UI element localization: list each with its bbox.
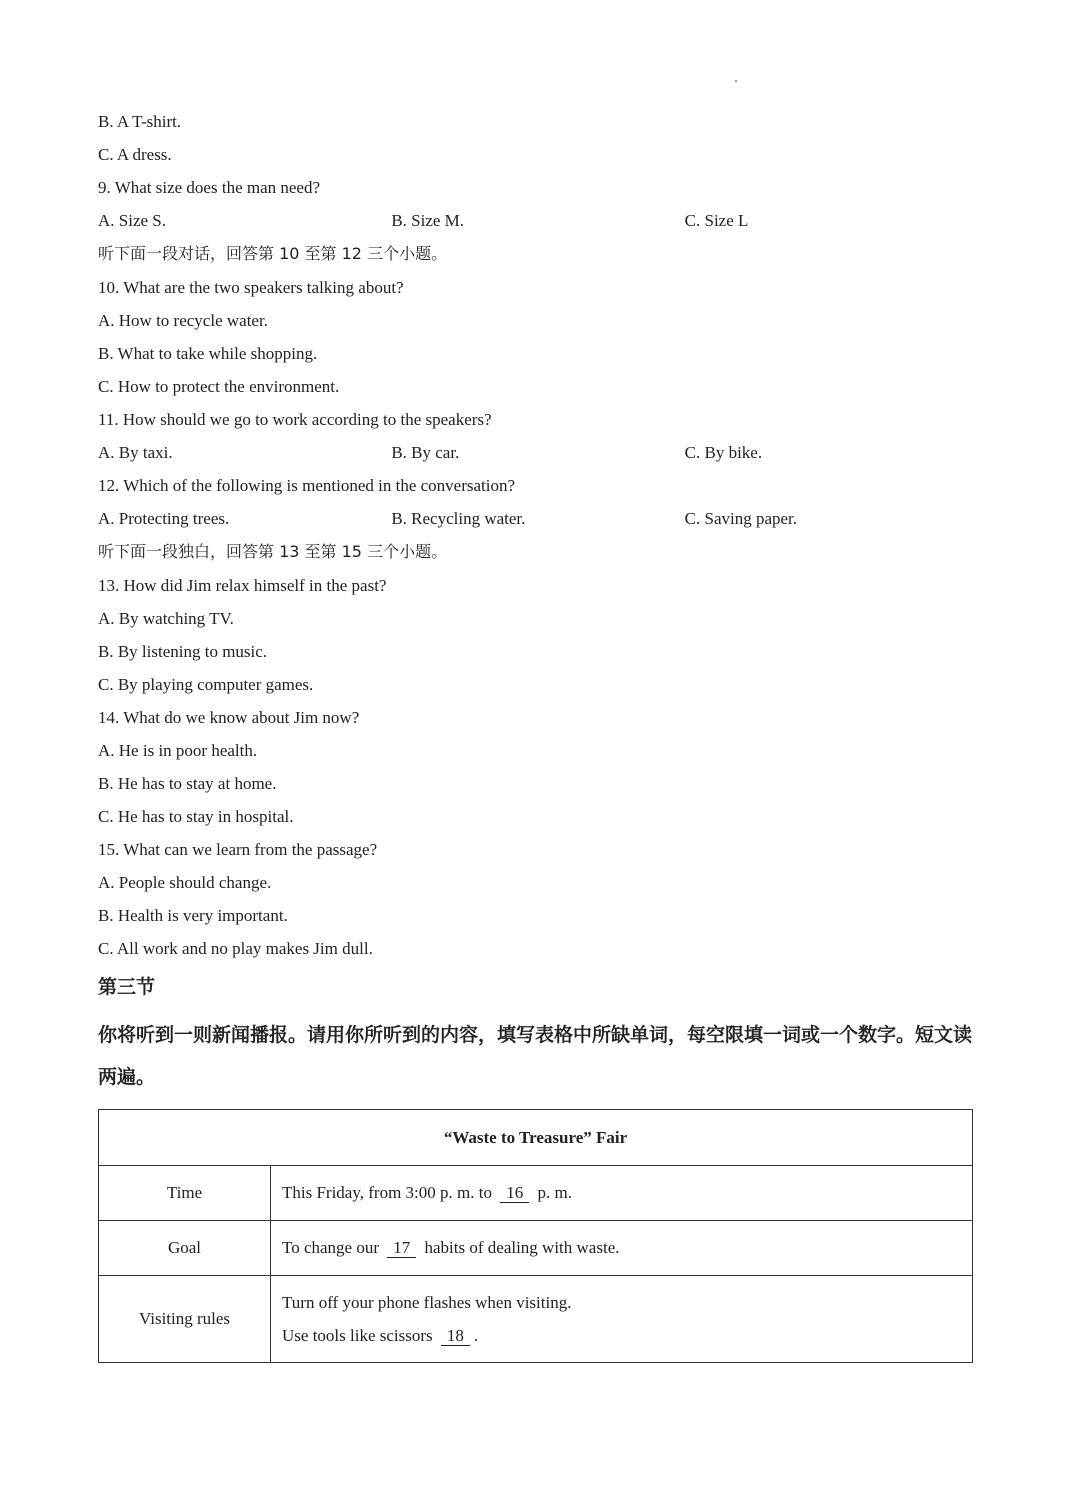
table-row-time [99, 1166, 973, 1221]
section-instruction: 你将听到一则新闻播报。请用你所听到的内容，填写表格中所缺单词，每空限填一词或一个数字。短文读两遍。 [98, 1024, 973, 1088]
q12-option-c: C. Saving paper. [684, 509, 798, 528]
question-12: 12. Which of the following is mentioned in the conversation? [98, 476, 516, 495]
q13-option-a: A. By watching TV. [98, 609, 234, 628]
fair-table-title: “Waste to Treasure” Fair [99, 1110, 973, 1166]
q9-options [98, 211, 978, 244]
table-row-rules [99, 1276, 973, 1363]
goal-content [271, 1221, 973, 1276]
q11-option-c: C. By bike. [684, 443, 763, 462]
rule-1: Turn off your phone flashes when visiting. [282, 1293, 572, 1312]
q12-option-b: B. Recycling water. [391, 509, 526, 528]
question-10: 10. What are the two speakers talking about? [98, 278, 404, 297]
table-row-goal [99, 1221, 973, 1276]
q13-option-c: C. By playing computer games. [98, 675, 314, 694]
q9-option-b: B. Size M. [391, 211, 465, 230]
q8-option-b: B. A T-shirt. [98, 112, 182, 131]
section-title: 第三节 [98, 976, 156, 998]
blank-18[interactable]: 18 [441, 1327, 470, 1346]
q14-option-c: C. He has to stay in hospital. [98, 807, 294, 826]
q15-option-c: C. All work and no play makes Jim dull. [98, 939, 373, 958]
q8-option-c: C. A dress. [98, 145, 172, 164]
rules-label: Visiting rules [99, 1276, 271, 1363]
q10-option-b: B. What to take while shopping. [98, 344, 318, 363]
blank-16[interactable]: 16 [500, 1184, 529, 1203]
goal-text-pre: To change our [282, 1238, 379, 1257]
q10-option-a: A. How to recycle water. [98, 311, 268, 330]
q15-option-a: A. People should change. [98, 873, 272, 892]
q13-option-b: B. By listening to music. [98, 642, 268, 661]
rules-content [271, 1276, 973, 1363]
q11-option-b: B. By car. [391, 443, 460, 462]
question-13: 13. How did Jim relax himself in the past? [98, 576, 387, 595]
q9-option-a: A. Size S. [98, 211, 166, 230]
goal-text-post: habits of dealing with waste. [424, 1238, 620, 1257]
question-15: 15. What can we learn from the passage? [98, 840, 378, 859]
time-text-post: p. m. [537, 1183, 572, 1202]
q12-options [98, 509, 978, 542]
time-label: Time [99, 1166, 271, 1221]
question-9: 9. What size does the man need? [98, 178, 321, 197]
rule-2-text-pre: Use tools like scissors [282, 1326, 433, 1345]
q9-option-c: C. Size L [684, 211, 749, 230]
instruction-13-15: 听下面一段独白，回答第 13 至第 15 三个小题。 [98, 542, 448, 561]
q14-option-b: B. He has to stay at home. [98, 774, 277, 793]
blank-17[interactable]: 17 [387, 1239, 416, 1258]
q15-option-b: B. Health is very important. [98, 906, 288, 925]
page-content [98, 112, 978, 1098]
instruction-10-12: 听下面一段对话，回答第 10 至第 12 三个小题。 [98, 244, 448, 263]
q11-options [98, 443, 978, 476]
question-11: 11. How should we go to work according to the speakers? [98, 410, 492, 429]
q12-option-a: A. Protecting trees. [98, 509, 230, 528]
fair-table [98, 1109, 973, 1363]
q14-option-a: A. He is in poor health. [98, 741, 258, 760]
question-14: 14. What do we know about Jim now? [98, 708, 360, 727]
rule-2-text-post: . [473, 1326, 479, 1345]
goal-label: Goal [99, 1221, 271, 1276]
rule-2 [282, 1319, 972, 1352]
q11-option-a: A. By taxi. [98, 443, 173, 462]
time-text-pre: This Friday, from 3:00 p. m. to [282, 1183, 492, 1202]
scan-speck [735, 80, 737, 82]
q10-option-c: C. How to protect the environment. [98, 377, 340, 396]
time-content [271, 1166, 973, 1221]
